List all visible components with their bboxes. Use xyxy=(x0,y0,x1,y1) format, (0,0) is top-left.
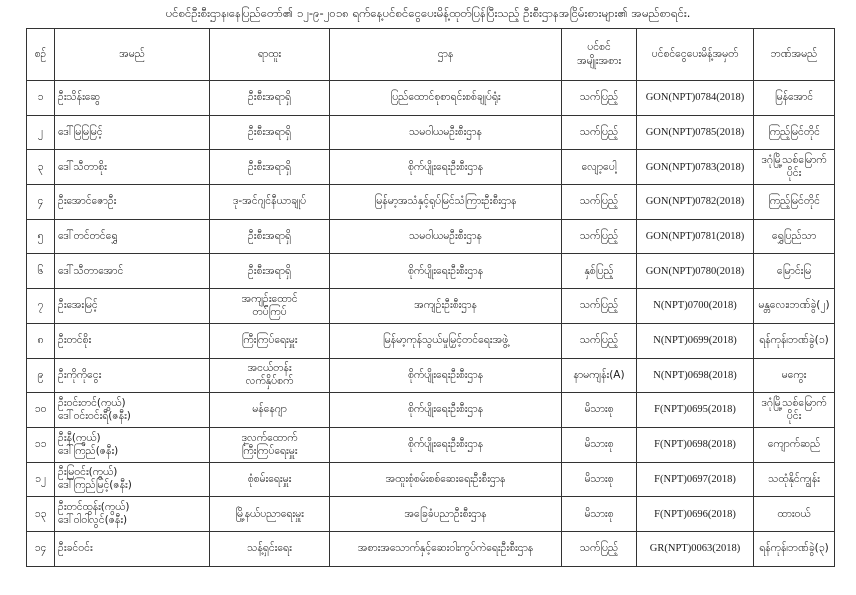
pension-type-cell: မိသားစု xyxy=(562,497,637,532)
row-number-cell: ၉ xyxy=(27,358,55,393)
header-no: စဉ် xyxy=(27,29,55,81)
position-title-cell: ဒု-အင်ဂျင်နီယာချုပ် xyxy=(210,185,330,220)
bank-name-cell: ကြည့်မြင်တိုင် xyxy=(754,185,835,220)
position-title-cell: ကြီးကြပ်ရေးမှူး xyxy=(210,323,330,358)
table-row xyxy=(27,358,835,393)
pension-order-number-cell: N(NPT)0700(2018) xyxy=(637,289,754,324)
row-number-cell: ၁၄ xyxy=(27,531,55,566)
department-name-cell: မြန်မာ့ကုန်သွယ်မှုမြှင့်တင်ရေးအဖွဲ့ xyxy=(330,323,562,358)
pension-type-cell: နှစ်ပြည့် xyxy=(562,254,637,289)
pension-type-cell: နာမကျန်း(A) xyxy=(562,358,637,393)
pension-type-cell: သက်ပြည့် xyxy=(562,323,637,358)
position-title-cell: ဦးစီးအရာရှိ xyxy=(210,219,330,254)
row-number-cell: ၁ xyxy=(27,81,55,116)
department-name-cell: အစားအသောက်နှင့်ဆေးဝါးကွပ်ကဲရေးဦးစီးဌာန xyxy=(330,531,562,566)
department-name-cell: အကျဉ်းဦးစီးဌာန xyxy=(330,289,562,324)
pension-type-cell: မိသားစု xyxy=(562,462,637,497)
pension-order-number-cell: F(NPT)0698(2018) xyxy=(637,427,754,462)
table-row xyxy=(27,323,835,358)
row-number-cell: ၈ xyxy=(27,323,55,358)
bank-name-cell: ရွှေပြည်သာ xyxy=(754,219,835,254)
position-title-cell: သန့်ရှင်းရေး xyxy=(210,531,330,566)
pensioner-name-cell: ဦးမြဝင်း(ကွယ်) ဒေါ်ကြည်မြင့်(ဇနီး) xyxy=(55,462,210,497)
row-number-cell: ၁၁ xyxy=(27,427,55,462)
bank-name-cell: ထားဝယ် xyxy=(754,497,835,532)
pension-order-number-cell: F(NPT)0695(2018) xyxy=(637,393,754,428)
position-title-cell: စုံစမ်းရေးမှူး xyxy=(210,462,330,497)
pension-type-cell: သက်ပြည့် xyxy=(562,219,637,254)
position-title-cell: မြို့နယ်ပညာရေးမှူး xyxy=(210,497,330,532)
bank-name-cell: သထုံနိုင်ကျွန်း xyxy=(754,462,835,497)
table-row xyxy=(27,81,835,116)
position-title-cell: ဦးစီးအရာရှိ xyxy=(210,254,330,289)
bank-name-cell: မကွေး xyxy=(754,358,835,393)
header-license-no: ပင်စင်ငွေပေးမိန့်အမှတ် xyxy=(637,29,754,81)
table-row xyxy=(27,185,835,220)
bank-name-cell: ကျောက်ဆည် xyxy=(754,427,835,462)
pension-order-number-cell: N(NPT)0698(2018) xyxy=(637,358,754,393)
department-name-cell: စိုက်ပျိုးရေးဦးစီးဌာန xyxy=(330,358,562,393)
row-number-cell: ၁၀ xyxy=(27,393,55,428)
pension-type-cell: သက်ပြည့် xyxy=(562,289,637,324)
pension-type-cell: သက်ပြည့် xyxy=(562,115,637,150)
pension-list-table xyxy=(26,28,835,567)
pensioner-name-cell: ဦးကိုကိုငွေး xyxy=(55,358,210,393)
pension-order-number-cell: GON(NPT)0785(2018) xyxy=(637,115,754,150)
department-name-cell: အခြေခံပညာဦးစီးဌာန xyxy=(330,497,562,532)
position-title-cell: ဦးစီးအရာရှိ xyxy=(210,150,330,185)
pension-order-number-cell: F(NPT)0697(2018) xyxy=(637,462,754,497)
bank-name-cell: ရန်ကုန်၊ဘဏ်ခွဲ(၃) xyxy=(754,531,835,566)
table-row xyxy=(27,219,835,254)
row-number-cell: ၄ xyxy=(27,185,55,220)
row-number-cell: ၁၃ xyxy=(27,497,55,532)
department-name-cell: စိုက်ပျိုးရေးဦးစီးဌာန xyxy=(330,427,562,462)
pension-type-cell: မိသားစု xyxy=(562,427,637,462)
table-row xyxy=(27,254,835,289)
table-row xyxy=(27,150,835,185)
table-header-row xyxy=(27,29,835,81)
pensioner-name-cell: ဒေါ်သီတာစိုး xyxy=(55,150,210,185)
row-number-cell: ၇ xyxy=(27,289,55,324)
pensioner-name-cell: ဦးတင်ထွန်း(ကွယ်) ဒေါ်ဝါဝါလွင်(ဇနီး) xyxy=(55,497,210,532)
pension-order-number-cell: N(NPT)0699(2018) xyxy=(637,323,754,358)
pension-order-number-cell: GON(NPT)0781(2018) xyxy=(637,219,754,254)
pension-type-cell: သက်ပြည့် xyxy=(562,531,637,566)
pensioner-name-cell: ဒေါ်သီတာအောင် xyxy=(55,254,210,289)
pensioner-name-cell: ဦးအောင်ဇောဦး xyxy=(55,185,210,220)
bank-name-cell: ရန်ကုန်၊ဘဏ်ခွဲ(၁) xyxy=(754,323,835,358)
pension-type-cell: မိသားစု xyxy=(562,393,637,428)
pensioner-name-cell: ဦးတင်စိုး xyxy=(55,323,210,358)
bank-name-cell: မြောင်းမြ xyxy=(754,254,835,289)
department-name-cell: သမဝါယမဦးစီးဌာန xyxy=(330,219,562,254)
row-number-cell: ၁၂ xyxy=(27,462,55,497)
row-number-cell: ၂ xyxy=(27,115,55,150)
position-title-cell: ဒုလက်ထောက် ကြီးကြပ်ရေးမှူး xyxy=(210,427,330,462)
pension-order-number-cell: GON(NPT)0783(2018) xyxy=(637,150,754,185)
pension-order-number-cell: GON(NPT)0780(2018) xyxy=(637,254,754,289)
pensioner-name-cell: ဦးခင်ဝင်း xyxy=(55,531,210,566)
table-row xyxy=(27,115,835,150)
table-row xyxy=(27,289,835,324)
department-name-cell: စိုက်ပျိုးရေးဦးစီးဌာန xyxy=(330,393,562,428)
table-row xyxy=(27,462,835,497)
row-number-cell: ၅ xyxy=(27,219,55,254)
document-title: ပင်စင်ဦးစီးဌာန၊နေပြည်တော်၏ ၁၂-၉-၂၀၁၈ ရက်နေ့ပင်စင်ငွေပေးမိန့်ထုတ်ပြန်ပြီးသည့် ဦးစီးဌာနအငြိမ်းစားများ၏ အမည်စာရင်း. xyxy=(165,6,691,20)
bank-name-cell: ကြည့်မြင်တိုင် xyxy=(754,115,835,150)
pension-order-number-cell: GON(NPT)0782(2018) xyxy=(637,185,754,220)
department-name-cell: စိုက်ပျိုးရေးဦးစီးဌာန xyxy=(330,254,562,289)
department-name-cell: စိုက်ပျိုးရေးဦးစီးဌာန xyxy=(330,150,562,185)
department-name-cell: ပြည်ထောင်စုစာရင်းစစ်ချုပ်ရုံး xyxy=(330,81,562,116)
bank-name-cell: ဒဂုံမြို့သစ်မြောက်ပိုင်း xyxy=(754,150,835,185)
department-name-cell: အထူးစုံစမ်းစစ်ဆေးရေးဦးစီးဌာန xyxy=(330,462,562,497)
pension-type-cell: လျော့ပေါ့ xyxy=(562,150,637,185)
header-pension-type: ပင်စင် အမျိုးအစား xyxy=(562,29,637,81)
table-row xyxy=(27,393,835,428)
bank-name-cell: မြန်အောင် xyxy=(754,81,835,116)
pension-order-number-cell: GR(NPT)0063(2018) xyxy=(637,531,754,566)
position-title-cell: ဦးစီးအရာရှိ xyxy=(210,115,330,150)
pensioner-name-cell: ဒေါ်မြမြမြင့် xyxy=(55,115,210,150)
position-title-cell: ဦးစီးအရာရှိ xyxy=(210,81,330,116)
pensioner-name-cell: ဦးသိန်းဆွေ xyxy=(55,81,210,116)
row-number-cell: ၃ xyxy=(27,150,55,185)
header-bank: ဘဏ်အမည် xyxy=(754,29,835,81)
row-number-cell: ၆ xyxy=(27,254,55,289)
position-title-cell: မန်နေဂျာ xyxy=(210,393,330,428)
pension-order-number-cell: F(NPT)0696(2018) xyxy=(637,497,754,532)
header-position: ရာထူး xyxy=(210,29,330,81)
header-name: အမည် xyxy=(55,29,210,81)
bank-name-cell: မန္တလေး၊ဘဏ်ခွဲ(၂) xyxy=(754,289,835,324)
position-title-cell: အကျဉ်းထောင် တပ်ကြပ် xyxy=(210,289,330,324)
position-title-cell: အငယ်တန်း လက်နှိပ်စက် xyxy=(210,358,330,393)
pension-order-number-cell: GON(NPT)0784(2018) xyxy=(637,81,754,116)
table-row xyxy=(27,427,835,462)
bank-name-cell: ဒဂုံမြို့သစ်မြောက်ပိုင်း xyxy=(754,393,835,428)
pensioner-name-cell: ဦးအေးမြင့် xyxy=(55,289,210,324)
table-row xyxy=(27,531,835,566)
pensioner-name-cell: ဦးဝင်းတင်(ကွယ်) ဒေါ်ဝင်းဝင်းရီ(ဇနီး) xyxy=(55,393,210,428)
pension-type-cell: သက်ပြည့် xyxy=(562,81,637,116)
pension-type-cell: သက်ပြည့် xyxy=(562,185,637,220)
table-row xyxy=(27,497,835,532)
pensioner-name-cell: ဒေါ်တင်တင်ရွှေ xyxy=(55,219,210,254)
department-name-cell: မြန်မာ့အသံနှင့်ရုပ်မြင်သံကြားဦးစီးဌာန xyxy=(330,185,562,220)
header-department: ဌာန xyxy=(330,29,562,81)
pensioner-name-cell: ဦးနီ(ကွယ်) ဒေါ်ကြည်(ဇနီး) xyxy=(55,427,210,462)
department-name-cell: သမဝါယမဦးစီးဌာန xyxy=(330,115,562,150)
